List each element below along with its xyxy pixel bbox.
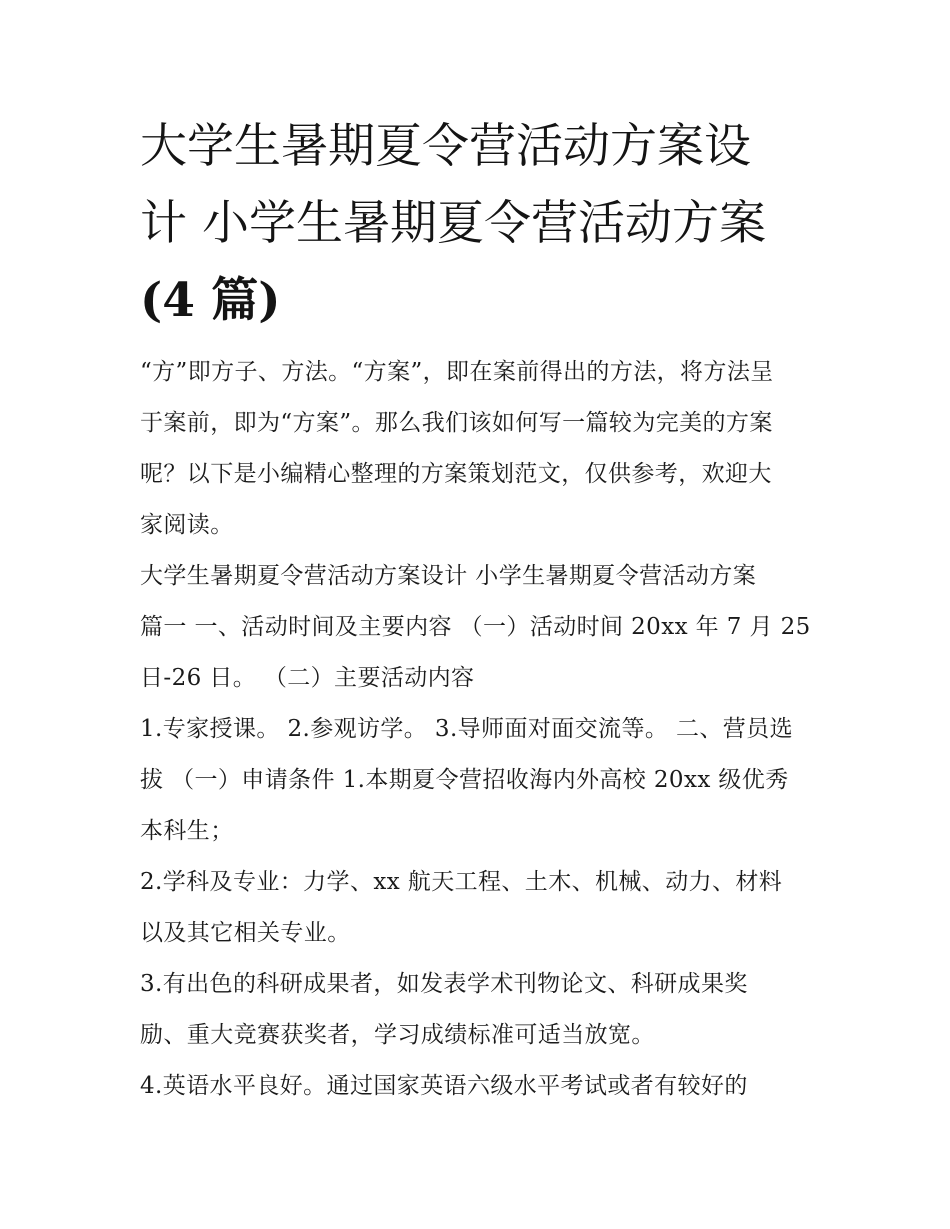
text-line: “方”即方子、方法。“方案”，即在案前得出的方法，将方法呈 (140, 359, 774, 385)
text-line: 家阅读。 (140, 512, 234, 538)
text-line: 大学生暑期夏令营活动方案设计 小学生暑期夏令营活动方案 (140, 563, 757, 589)
paragraph-activities (140, 704, 820, 857)
text-line: 日-26 日。 （二）主要活动内容 (140, 665, 475, 691)
paragraph-majors (140, 857, 820, 959)
text-line: 3.有出色的科研成果者，如发表学术刊物论文、科研成果奖 (140, 971, 748, 997)
document-title (140, 108, 820, 339)
text-line: 以及其它相关专业。 (140, 920, 351, 946)
title-line: (4 篇) (140, 273, 281, 328)
paragraph-schedule (140, 551, 820, 704)
title-line: 计 小学生暑期夏令营活动方案 (140, 196, 766, 251)
text-line: 励、重大竞赛获奖者，学习成绩标准可适当放宽。 (140, 1022, 655, 1048)
text-line: 2.学科及专业：力学、xx 航天工程、土木、机械、动力、材料 (140, 869, 783, 895)
document-content (140, 108, 820, 1112)
text-line: 本科生； (140, 818, 234, 844)
paragraph-research (140, 959, 820, 1061)
text-line: 4.英语水平良好。通过国家英语六级水平考试或者有较好的 (140, 1073, 748, 1099)
text-line: 篇一 一、活动时间及主要内容 （一）活动时间 20xx 年 7 月 25 (140, 614, 811, 640)
text-line: 呢？以下是小编精心整理的方案策划范文，仅供参考，欢迎大 (140, 461, 772, 487)
text-line: 拔 （一）申请条件 1.本期夏令营招收海内外高校 20xx 级优秀 (140, 767, 789, 793)
paragraph-intro (140, 347, 820, 551)
title-line: 大学生暑期夏令营活动方案设 (140, 119, 751, 174)
text-line: 1.专家授课。 2.参观访学。 3.导师面对面交流等。 二、营员选 (140, 716, 793, 742)
text-line: 于案前，即为“方案”。那么我们该如何写一篇较为完美的方案 (140, 410, 773, 436)
paragraph-english (140, 1061, 820, 1112)
body-text (140, 347, 820, 1112)
